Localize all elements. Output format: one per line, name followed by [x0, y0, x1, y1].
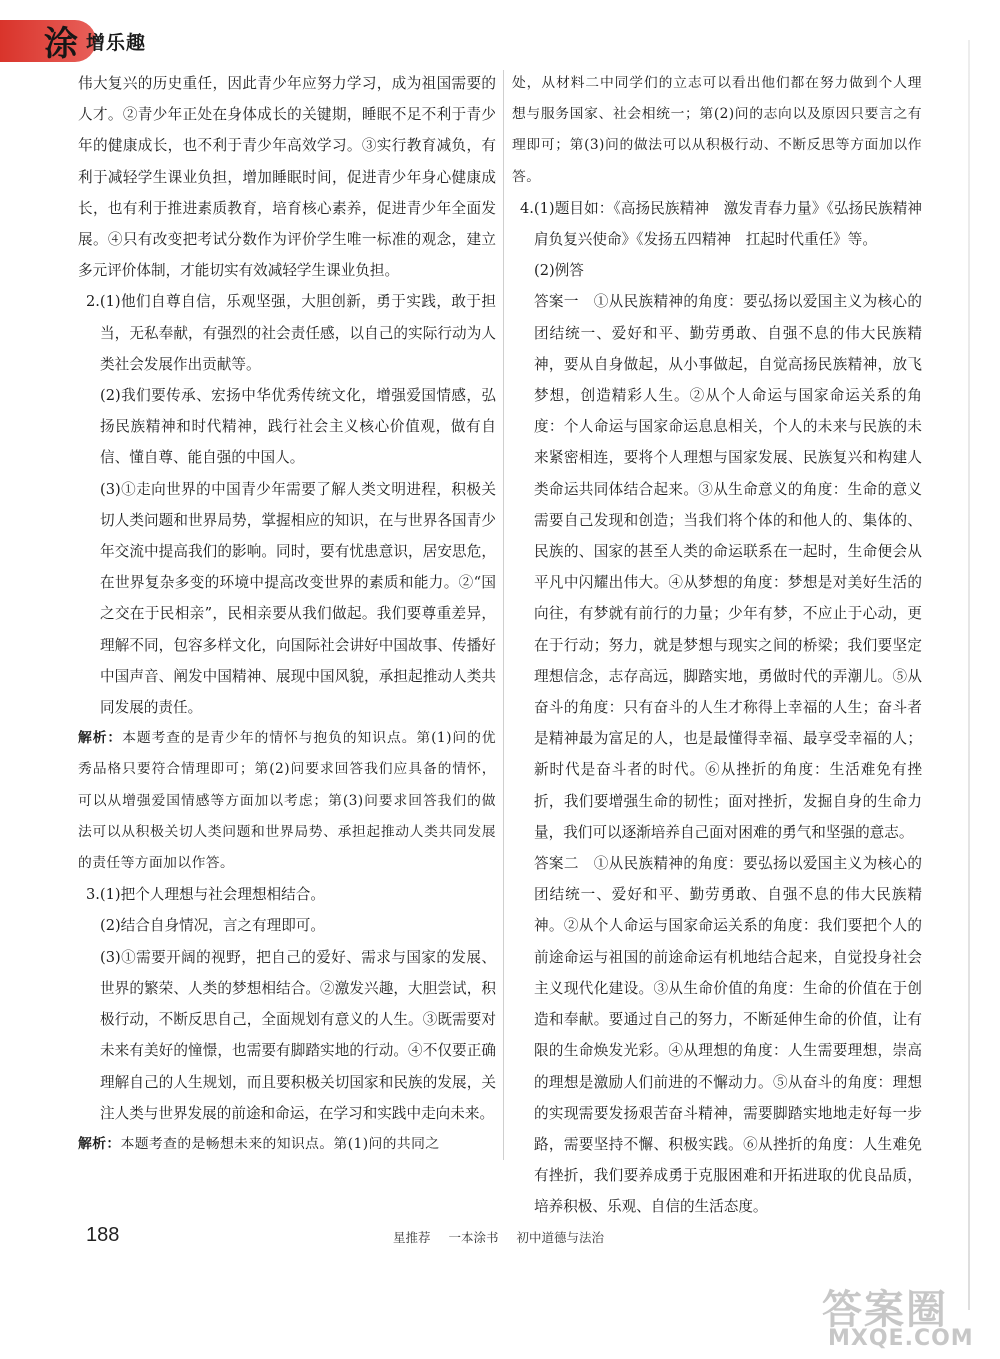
watermark-url: MXQE.COM [828, 1326, 974, 1351]
answer-paragraph [78, 380, 496, 474]
paragraph-text: 伟大复兴的历史重任，因此青少年应努力学习，成为祖国需要的人才。②青少年正处在身体成长的关键期，睡眠不足不利于青少年的健康成长，也不利于青少年高效学习。③实行教育减负，有利于减轻学生课业负担，增加睡眠时间，促进青少年身心健康成长，也有利于推进素质教育，培育核心素养，促进青少年全面发展。④只有改变把考试分数作为评价学生唯一标准的观念，建立多元评价体制，才能切实有效减轻学生课业负担。 [78, 75, 496, 280]
analysis-label: 解析： [78, 1135, 121, 1152]
answer-item [78, 879, 496, 910]
column-divider [503, 70, 504, 1160]
paragraph-text: (2)例答 [534, 262, 584, 280]
logo-glyph: 涂 [44, 24, 78, 64]
footer-item: 星推荐 [393, 1230, 431, 1245]
analysis-paragraph [512, 68, 922, 193]
paragraph-text: (3)①需要开阔的视野，把自己的爱好、需求与国家的发展、世界的繁荣、人类的梦想相结合。②激发兴趣，大胆尝试，积极行动，不断反思自己，全面规划有意义的人生。③既需要对未来有美好的憧憬，也需要有脚踏实地的行动。④不仅要正确理解自己的人生规划，而且要积极关切国家和民族的发展，关注人类与世界发展的前途和命运，在学习和实践中走向未来。 [100, 948, 496, 1122]
answer-paragraph [78, 474, 496, 724]
answer-paragraph [512, 286, 922, 848]
footer-item: 初中道德与法治 [516, 1230, 605, 1245]
answer-paragraph [78, 910, 496, 941]
page-edge-shadow [968, 40, 970, 1310]
paragraph-text: 2.(1)他们自尊自信，乐观坚强，大胆创新，勇于实践，敢于担当，无私奉献，有强烈的社会责任感，以自己的实际行动为人类社会发展作出贡献等。 [86, 293, 496, 373]
analysis-paragraph [78, 1129, 496, 1160]
continued-paragraph [78, 68, 496, 286]
paragraph-text: 4.(1)题目如：《高扬民族精神 激发青春力量》《弘扬民族精神 肩负复兴使命》《发扬五四精神 扛起时代重任》等。 [520, 199, 937, 249]
answer-item [512, 193, 937, 255]
answer-item [78, 286, 496, 380]
paragraph-text: 处，从材料二中同学们的立志可以看出他们都在努力做到个人理想与服务国家、社会相统一；第(2)问的志向以及原因只要言之有理即可；第(3)问的做法可以从积极行动、不断反思等方面加以作答。 [512, 75, 922, 185]
page-number: 188 [86, 1224, 120, 1246]
paragraph-text: 本题考查的是青少年的情怀与抱负的知识点。第(1)问的优秀品格只要符合情理即可；第(2)问要求回答我们应具备的情怀，可以从增强爱国情感等方面加以考虑；第(3)问要求回答我们的做法可以从积极关切人类问题和世界局势、承担起推动人类共同发展的责任等方面加以作答。 [78, 730, 496, 872]
brand-name: 增乐趣 [86, 32, 147, 54]
analysis-label: 解析： [78, 730, 123, 747]
paragraph-text: (3)①走向世界的中国青少年需要了解人类文明进程，积极关切人类问题和世界局势，掌握相应的知识，在与世界各国青少年交流中提高我们的影响。同时，要有忧患意识，居安思危，在世界复杂多变的环境中提高改变世界的素质和能力。②“国之交在于民相亲”，民相亲要从我们做起。我们要尊重差异，理解不同，包容多样文化，向国际社会讲好中国故事、传播好中国声音、阐发中国精神、展现中国风貌，承担起推动人类共同发展的责任。 [100, 480, 496, 717]
left-column [78, 68, 496, 1160]
analysis-paragraph [78, 723, 496, 879]
answer-paragraph [512, 848, 922, 1222]
answer-paragraph [512, 255, 922, 286]
paragraph-text: 答案一 ①从民族精神的角度：要弘扬以爱国主义为核心的团结统一、爱好和平、勤劳勇敢、自强不息的伟大民族精神，要从自身做起，从小事做起，自觉高扬民族精神，放飞梦想，创造精彩人生。②从个人命运与国家命运关系的角度：个人命运与国家命运息息相关，个人的未来与民族的未来紧密相连，要将个人理想与国家发展、民族复兴和构建人类命运共同体结合起来。③从生命意义的角度：生命的意义需要自己发现和创造；当我们将个体的和他人的、集体的、民族的、国家的甚至人类的命运联系在一起时，生命便会从平凡中闪耀出伟大。④从梦想的角度：梦想是对美好生活的向往，有梦就有前行的力量；少年有梦，不应止于心动，更在于行动；努力，就是梦想与现实之间的桥梁；我们要坚定理想信念，志存高远，脚踏实地，勇做时代的弄潮儿。⑤从奋斗的角度：只有奋斗的人生才称得上幸福的人生；奋斗者是精神最为富足的人，也是最懂得幸福、最享受幸福的人；新时代是奋斗者的时代。⑥从挫折的角度：生活难免有挫折，我们要增强生命的韧性；面对挫折，发掘自身的生命力量，我们可以逐渐培养自己面对困难的勇气和坚强的意志。 [534, 293, 922, 841]
watermark [818, 1276, 988, 1356]
paragraph-text: 本题考查的是畅想未来的知识点。第(1)问的共同之 [120, 1135, 440, 1152]
header-logo [0, 14, 160, 64]
paragraph-text: 3.(1)把个人理想与社会理想相结合。 [86, 886, 325, 904]
answer-paragraph [78, 942, 496, 1129]
paragraph-text: (2)结合自身情况，言之有理即可。 [100, 917, 325, 935]
footer-series [393, 1228, 618, 1246]
footer-item: 一本涂书 [448, 1230, 499, 1245]
paragraph-text: 答案二 ①从民族精神的角度：要弘扬以爱国主义为核心的团结统一、爱好和平、勤劳勇敢、自强不息的伟大民族精神。②从个人命运与国家命运关系的角度：我们要把个人的前途命运与祖国的前途命运有机地结合起来，自觉投身社会主义现代化建设。③从生命价值的角度：生命的价值在于创造和奉献。要通过自己的努力，不断延伸生命的价值，让有限的生命焕发光彩。④从理想的角度：人生需要理想，崇高的理想是激励人们前进的不懈动力。⑤从奋斗的角度：理想的实现需要发扬艰苦奋斗精神，需要脚踏实地地走好每一步路，需要坚持不懈、积极实践。⑥从挫折的角度：人生难免有挫折，我们要养成勇于克服困难和开拓进取的优良品质，培养积极、乐观、自信的生活态度。 [534, 855, 922, 1216]
watermark-text: 答案圈 [822, 1287, 948, 1333]
right-column [512, 68, 937, 1223]
paragraph-text: (2)我们要传承、宏扬中华优秀传统文化，增强爱国情感，弘扬民族精神和时代精神，践行社会主义核心价值观，做有自信、懂自尊、能自强的中国人。 [100, 387, 496, 467]
